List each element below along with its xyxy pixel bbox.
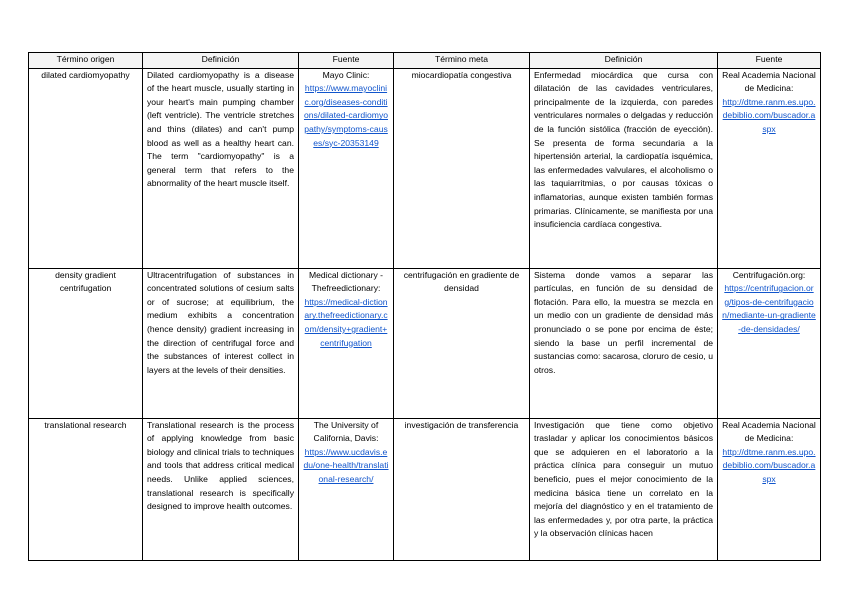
- target-reference-label: Real Academia Nacional de Medicina:: [722, 419, 816, 444]
- target-reference-label: Real Academia Nacional de Medicina:: [722, 69, 816, 94]
- source-reference-link[interactable]: https://medical-dictionary.thefreedictionary.com/density+gradient+centrifugation: [304, 296, 388, 348]
- target-reference-link[interactable]: http://dtme.ranm.es.upo.debiblio.com/buscador.aspx: [722, 96, 816, 134]
- target-term-cell: centrifugación en gradiente de densidad: [394, 268, 530, 418]
- target-reference-link[interactable]: http://dtme.ranm.es.upo.debiblio.com/buscador.aspx: [722, 446, 816, 484]
- source-reference-label: Medical dictionary - Thefreedictionary:: [308, 269, 384, 294]
- target-term-cell: investigación de transferencia: [394, 418, 530, 560]
- target-definition-cell: Enfermedad miocárdica que cursa con dilatación de las cavidades ventriculares, principalmente de la izquierda, con paredes ventriculares normales o delgadas y reducción de la función sistólica (fracción de eyección). Se presenta de forma secundaria a la hipertensión arterial, la cardiopatía isquémica, las enfermedades valvulares, el alcoholismo o las taquiarritmias, o por causas tóxicas o inflamatorias, aunque existen también formas primarias. Clínicamente, se manifiesta por una insuficiencia cardíaca congestiva.: [530, 68, 718, 268]
- header-source-term: Término origen: [29, 53, 143, 69]
- source-definition-cell: Dilated cardiomyopathy is a disease of the heart muscle, usually starting in your heart's main pumping chamber (left ventricle). The ventricle stretches and thins (dilates) and can't pump blood as well as a healthy heart can. The term "cardiomyopathy" is a general term that refers to the abnormality of the heart muscle itself.: [143, 68, 299, 268]
- header-source-definition: Definición: [143, 53, 299, 69]
- table-row: [29, 268, 821, 418]
- source-term-cell: dilated cardiomyopathy: [29, 68, 143, 268]
- target-definition-text: Investigación que tiene como objetivo trasladar y aplicar los conocimientos básicos que se adquieren en el laboratorio a la práctica clínica para conseguir un mutuo beneficio, pues el mejor conocimiento de la medicina básica tiene un correlato en la mejoría del diagnóstico y en el tratamiento de las enfermedades y, por otra parte, la práctica y la observación clínicas hacen: [534, 419, 713, 539]
- source-term-cell: translational research: [29, 418, 143, 560]
- source-reference-cell: [299, 268, 394, 418]
- target-reference-cell: [718, 418, 821, 560]
- header-target-term: Término meta: [394, 53, 530, 69]
- terminology-table: [28, 52, 821, 561]
- table-row: [29, 68, 821, 268]
- target-reference-cell: [718, 68, 821, 268]
- source-reference-link[interactable]: https://www.ucdavis.edu/one-health/translational-research/: [303, 446, 389, 484]
- target-term-cell: miocardiopatía congestiva: [394, 68, 530, 268]
- header-target-definition: Definición: [530, 53, 718, 69]
- source-definition-cell: Translational research is the process of applying knowledge from basic biology and clinical trials to techniques and tools that address critical medical needs. Unlike applied sciences, translational research is specifically designed to improve health outcomes.: [143, 418, 299, 560]
- source-reference-label: The University of California, Davis:: [313, 419, 379, 444]
- source-reference-cell: [299, 418, 394, 560]
- source-reference-cell: [299, 68, 394, 268]
- header-target-reference: Fuente: [718, 53, 821, 69]
- target-reference-label: Centrifugación.org:: [732, 269, 806, 280]
- target-reference-cell: [718, 268, 821, 418]
- source-term-cell: density gradient centrifugation: [29, 268, 143, 418]
- source-reference-label: Mayo Clinic:: [322, 69, 370, 80]
- target-reference-link[interactable]: https://centrifugacion.org/tipos-de-centrifugacion/mediante-un-gradiente-de-densidades/: [722, 283, 816, 334]
- header-row: [29, 53, 821, 69]
- target-definition-cell: Sistema donde vamos a separar las partículas, en función de su densidad de flotación. Para ello, la muestra se mezcla en un medio con un gradiente de densidad más pronunciado o se pone por encima de éste; siendo la base un perfil incremental de sustancias como: sacarosa, cloruro de cesio, u otros.: [530, 268, 718, 418]
- table-row: [29, 418, 821, 560]
- target-definition-cell: [530, 418, 718, 560]
- source-definition-cell: Ultracentrifugation of substances in concentrated solutions of cesium salts or of sucrose; at equilibrium, the medium exhibits a concentration (hence density) gradient increasing in the direction of centrifugal force and the substances of interest collect in layers at the levels of their densities.: [143, 268, 299, 418]
- header-source-reference: Fuente: [299, 53, 394, 69]
- source-reference-link[interactable]: https://www.mayoclinic.org/diseases-conditions/dilated-cardiomyopathy/symptoms-causes/syc-20353149: [303, 83, 389, 148]
